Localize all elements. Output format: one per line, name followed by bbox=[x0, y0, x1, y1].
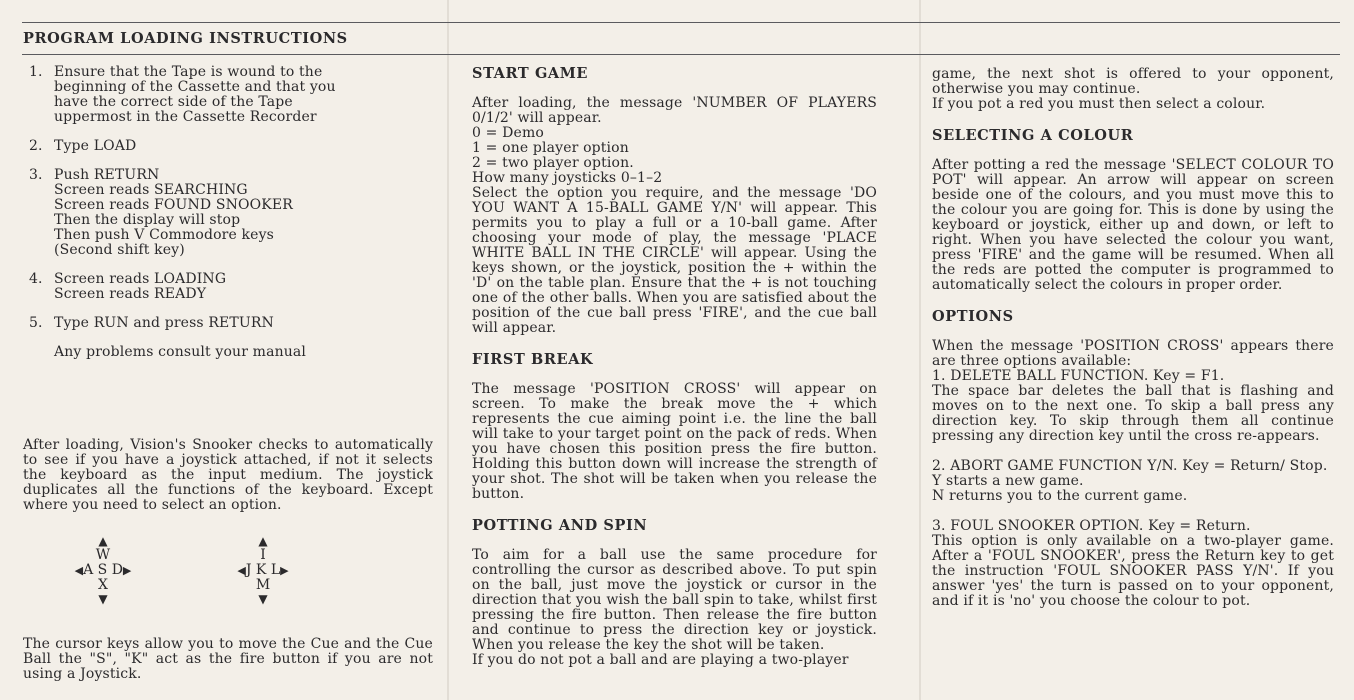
start-intro: After loading, the message 'NUMBER OF PLAYERS 0/1/2' will appear. bbox=[472, 95, 877, 126]
arrow-right-icon: ▶ bbox=[122, 564, 132, 577]
start-body: Select the option you require, and the message 'DO YOU WANT A 15-BALL GAME Y/N' will appear. This permits you to play a full or a 10-ball game. After choosing your mode of play, the message 'PLACE WHITE BALL IN THE CIRCLE' will appear. Using the keys shown, or the joystick, position the + within the 'D' on the table plan. Ensure that the + is not touching one of the other balls. When you are satisfied about the position of the cue ball press 'FIRE', and the cue ball will appear. bbox=[472, 185, 877, 336]
step-item: 2. Type LOAD bbox=[29, 138, 137, 154]
option2-yes: Y starts a new game. bbox=[932, 473, 1084, 489]
arrow-down-icon: ▼ bbox=[258, 592, 268, 606]
options-intro: When the message 'POSITION CROSS' appears there are three options available: bbox=[932, 338, 1334, 369]
header-rule bbox=[22, 54, 1340, 55]
key-up: W bbox=[95, 547, 111, 563]
key-row: ◀A S D▶ bbox=[74, 562, 132, 578]
key-down: X bbox=[98, 577, 108, 593]
colour-body: After potting a red the message 'SELECT COLOUR TO POT' will appear. An arrow will appear on screen beside one of the colours, and you must move this to the colour you are going for. This is done by using the keyboard or joystick, either up and down, or left to right. When you have selected the colour you want, press 'FIRE' and the game will be resumed. When all the reds are potted the computer is programmed to automatically select the colours in proper order. bbox=[932, 157, 1334, 293]
arrow-left-icon: ◀ bbox=[74, 564, 84, 577]
spin-body: To aim for a ball use the same procedure for controlling the cursor as described above. To put spin on the ball, just move the joystick or cursor in the direction that you wish the ball spin to take, whilst first pressing the fire button. Then release the fire button and continue to press the direction key or joystick. When you release the key the shot will be taken. bbox=[472, 547, 877, 653]
page-title: PROGRAM LOADING INSTRUCTIONS bbox=[23, 30, 348, 47]
option3-head: 3. FOUL SNOOKER OPTION. Key = Return. bbox=[932, 518, 1251, 534]
key-down: M bbox=[255, 577, 271, 593]
option1-body: The space bar deletes the ball that is flashing and moves on to the next one. To skip a ball press any direction key. To skip through them all continue pressing any direction key until the cross re-appears. bbox=[932, 383, 1334, 444]
fold-line-left bbox=[447, 0, 449, 700]
option3-body: This option is only available on a two-player game. After a 'FOUL SNOOKER', press the Return key to get the instruction 'FOUL SNOOKER PASS Y/N'. If you answer 'yes' the turn is passed on to your opponent, and if it is 'no' you choose the colour to pot. bbox=[932, 533, 1334, 609]
section-title-first-break: FIRST BREAK bbox=[472, 351, 594, 368]
arrow-right-icon: ▶ bbox=[280, 564, 289, 577]
top-rule bbox=[22, 22, 1340, 23]
joystick-paragraph: After loading, Vision's Snooker checks to automatically to see if you have a joystick attached, if not it selects the keyboard as the input medium. The joystick duplicates all the functions of the keyboard. Except where you need to select an option. bbox=[23, 437, 433, 513]
loading-steps bbox=[23, 65, 423, 360]
fold-line-right bbox=[919, 0, 921, 700]
step-item: 3. Push RETURN Screen reads SEARCHING Screen reads FOUND SNOOKER Then the display will stop Then push V Commodore keys (Second shift key) bbox=[29, 167, 293, 258]
problems-note: Any problems consult your manual bbox=[54, 344, 307, 360]
option2-head: 2. ABORT GAME FUNCTION Y/N. Key = Return/ Stop. bbox=[932, 458, 1328, 474]
arrow-left-icon: ◀ bbox=[237, 564, 246, 577]
step-item: 4. Screen reads LOADING Screen reads READY bbox=[29, 271, 227, 302]
option2-no: N returns you to the current game. bbox=[932, 488, 1188, 504]
spin-last-line: If you do not pot a ball and are playing a two-player bbox=[472, 652, 849, 668]
keypad-diagram-asdx bbox=[58, 535, 148, 606]
section-title-start-game: START GAME bbox=[472, 65, 589, 82]
keypad-diagram-ijkm bbox=[218, 535, 308, 606]
break-body: The message 'POSITION CROSS' will appear on screen. To make the break move the + which represents the cue aiming point i.e. the line the ball will take to your target point on the pack of reds. When you have chosen this position press the fire button. Holding this button down will increase the strength of your shot. The shot will be taken when you release the button. bbox=[472, 381, 877, 502]
middle-column bbox=[472, 66, 877, 668]
arrow-up-icon: ▲ bbox=[98, 534, 108, 548]
continued-body: game, the next shot is offered to your opponent, otherwise you may continue. bbox=[932, 66, 1334, 97]
step-item: 5. Type RUN and press RETURN bbox=[29, 315, 274, 331]
left-column bbox=[23, 31, 433, 46]
right-column bbox=[932, 67, 1334, 609]
step-item: 1. Ensure that the Tape is wound to the beginning of the Cassette and that you have the correct side of the Tape uppermost in the Cassette Recorder bbox=[29, 64, 336, 125]
player-options: 0 = Demo 1 = one player option 2 = two player option. How many joysticks 0–1–2 bbox=[472, 125, 663, 186]
cursor-paragraph: The cursor keys allow you to move the Cue and the Cue Ball the "S", "K" act as the fire button if you are not using a Joystick. bbox=[23, 636, 433, 682]
section-title-selecting-colour: SELECTING A COLOUR bbox=[932, 127, 1134, 144]
key-up: I bbox=[260, 547, 266, 563]
option1-head: 1. DELETE BALL FUNCTION. Key = F1. bbox=[932, 368, 1225, 384]
section-title-options: OPTIONS bbox=[932, 308, 1014, 325]
continued-last: If you pot a red you must then select a colour. bbox=[932, 96, 1266, 112]
arrow-up-icon: ▲ bbox=[258, 534, 268, 548]
steps-list bbox=[23, 65, 423, 331]
key-row: ◀J K L▶ bbox=[237, 562, 289, 578]
section-title-potting-spin: POTTING AND SPIN bbox=[472, 517, 648, 534]
arrow-down-icon: ▼ bbox=[98, 592, 108, 606]
